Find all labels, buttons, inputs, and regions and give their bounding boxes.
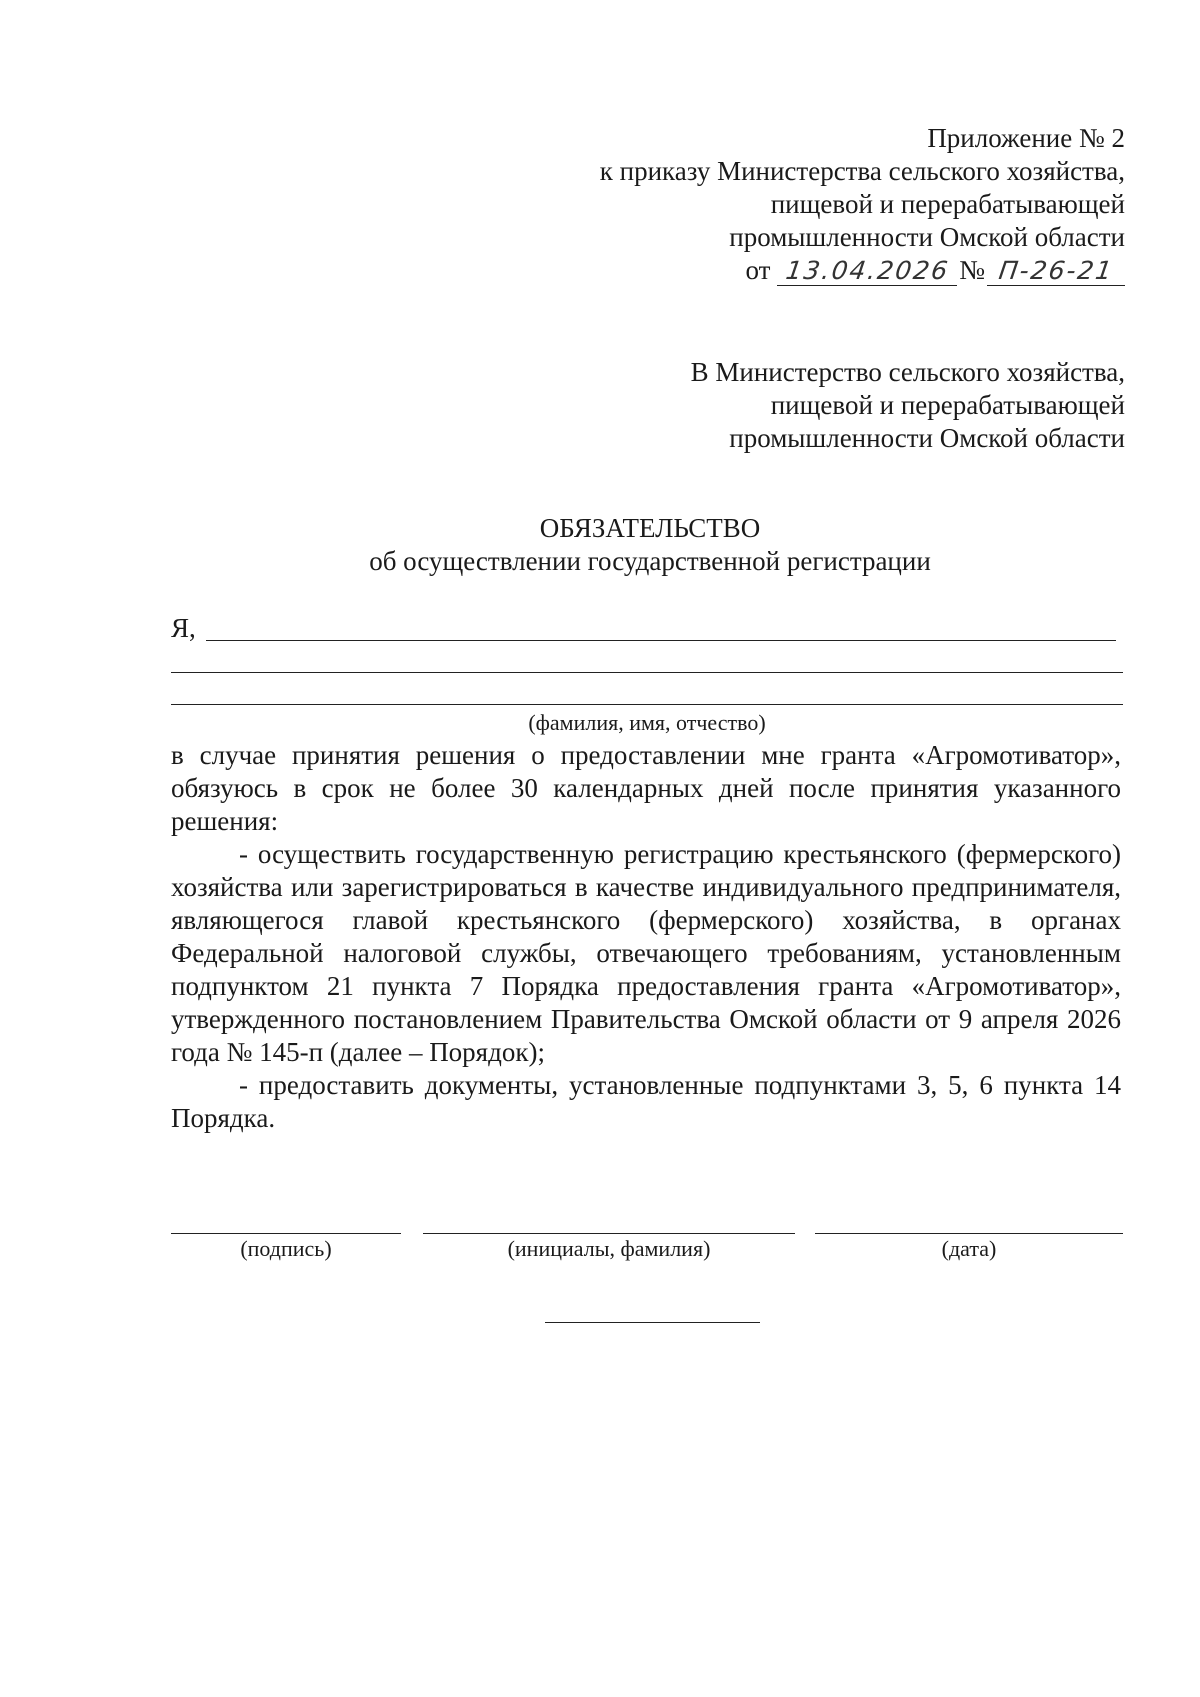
date-caption: (дата) — [941, 1236, 997, 1261]
name-caption: (инициалы, фамилия) — [507, 1236, 711, 1261]
order-date-number-line — [600, 254, 1125, 287]
signature-caption: (подпись) — [240, 1236, 332, 1261]
appendix-order-ref: к приказу Министерства сельского хозяйства, — [599, 156, 1125, 186]
title-subheading: об осуществлении государственной регистрации — [369, 546, 931, 576]
appendix-ministry-line: пищевой и перерабатывающей — [770, 189, 1125, 219]
appendix-region-line: промышленности Омской области — [729, 222, 1125, 252]
commitment-item-registration: - осуществить государственную регистрацию крестьянского (фермерского) хозяйства или зарегистрироваться в качестве индивидуального предпринимателя, являющегося главой крестьянского (фермерского) хозяйства, в органах Федеральной налоговой службы, отвечающего требованиям, установленным подпунктом 21 пункта 7 Порядка предоставления гранта «Агромотиватор», утвержденного постановлением Правительства Омской области от 9 апреля 2026 года № 145-п (далее – Порядок); — [171, 839, 1121, 1067]
order-number-handwritten: П-26-21 — [996, 256, 1116, 285]
order-date-handwritten: 13.04.2026 — [783, 256, 951, 285]
title-heading: ОБЯЗАТЕЛЬСТВО — [539, 513, 761, 543]
order-number-sign: № — [959, 255, 985, 285]
addressee-line-1: В Министерство сельского хозяйства, — [690, 357, 1125, 387]
commitment-body — [171, 739, 1121, 1135]
date-line[interactable] — [815, 1233, 1123, 1234]
document-title — [0, 512, 1200, 578]
order-number-field — [987, 256, 1125, 286]
order-date-field — [777, 256, 957, 286]
name-line[interactable] — [423, 1233, 795, 1234]
addressee-line-3: промышленности Омской области — [729, 423, 1125, 453]
addressee-block — [691, 356, 1125, 455]
order-date-prefix: от — [745, 255, 771, 285]
commitment-intro: в случае принятия решения о предоставлении мне гранта «Агромотиватор», обязуюсь в срок не более 30 календарных дней после принятия указанного решения: — [171, 740, 1121, 836]
addressee-line-2: пищевой и перерабатывающей — [770, 390, 1125, 420]
commitment-item-documents: - предоставить документы, установленные подпунктами 3, 5, 6 пункта 14 Порядка. — [171, 1070, 1121, 1133]
fio-caption: (фамилия, имя, отчество) — [528, 710, 766, 735]
appendix-number: Приложение № 2 — [927, 123, 1125, 153]
fio-line-3[interactable] — [171, 704, 1123, 705]
fio-line-1[interactable] — [206, 640, 1116, 641]
fio-line-2[interactable] — [171, 672, 1123, 673]
closing-separator — [545, 1322, 760, 1323]
signature-line[interactable] — [171, 1233, 401, 1234]
appendix-block — [600, 122, 1125, 287]
fio-prefix: Я, — [171, 613, 196, 643]
